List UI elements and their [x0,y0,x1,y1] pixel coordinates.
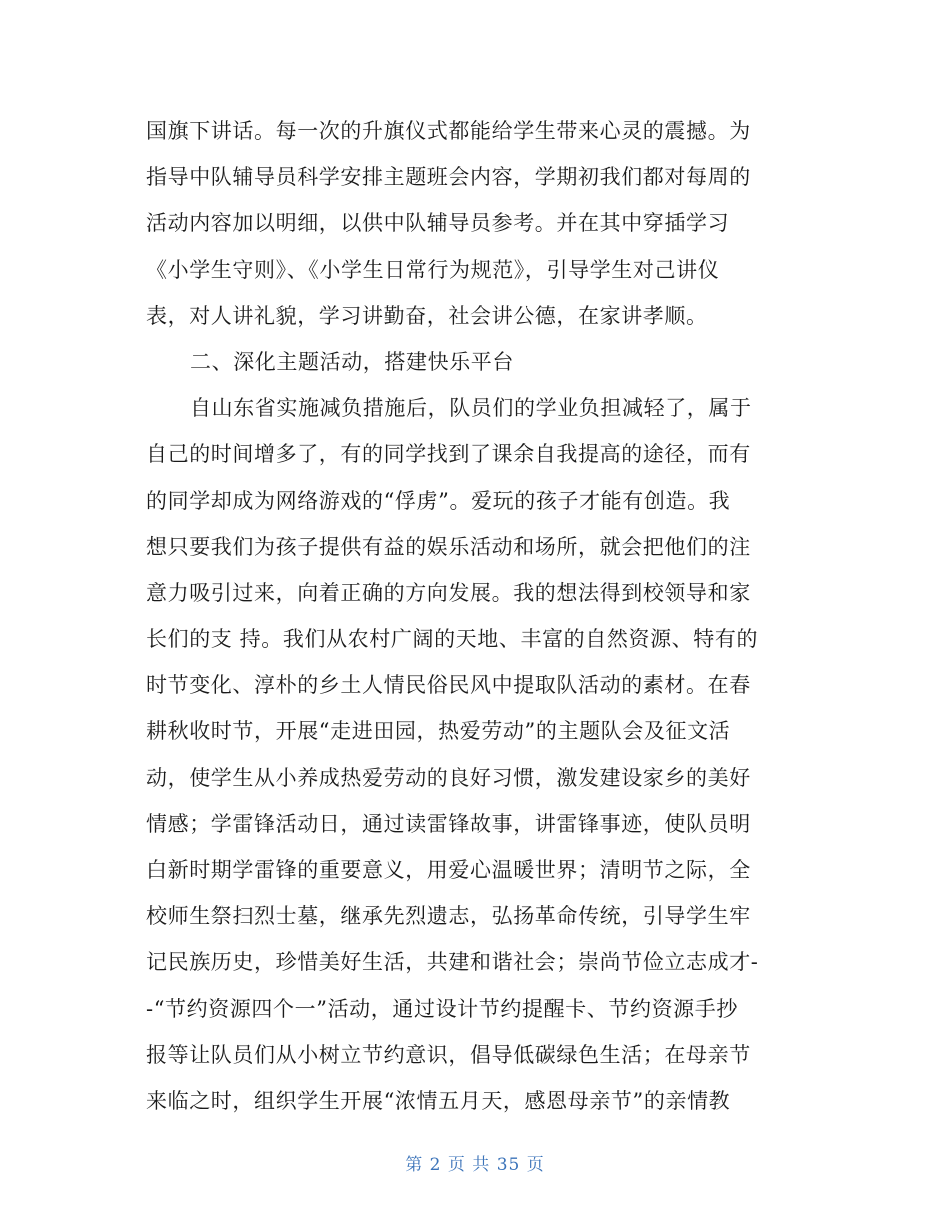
text-line: 想只要我们为孩子提供有益的娱乐活动和场所，就会把他们的注 [146,534,751,559]
text-line: 的同学却成为网络游戏的“俘虏”。爱玩的孩子才能有创造。我 [146,488,731,513]
text-line: 活动内容加以明细，以供中队辅导员参考。并在其中穿插学习 [146,211,730,236]
text-line: 耕秋收时节，开展“走进田园，热爱劳动”的主题队会及征文活 [146,719,731,744]
text-line: 长们的支 持。我们从农村广阔的天地、丰富的自然资源、特有的 [146,627,759,652]
text-line: 指导中队辅导员科学安排主题班会内容，学期初我们都对每周的 [146,165,751,190]
text-line: 记民族历史，珍惜美好生活，共建和谐社会；崇尚节俭立志成才- [146,950,759,975]
page-number-footer: 第 2 页 共 35 页 [405,1155,545,1175]
text-line: 自己的时间增多了，有的同学找到了课余自我提高的途径，而有 [146,442,751,467]
text-line: 国旗下讲话。每一次的升旗仪式都能给学生带来心灵的震撼。为 [146,119,751,143]
body-text [146,108,816,1124]
section-heading: 二、深化主题活动，搭建快乐平台 [190,349,514,374]
text-line: 白新时期学雷锋的重要意义，用爱心温暖世界；清明节之际，全 [146,858,751,882]
text-line: 表，对人讲礼貌，学习讲勤奋，社会讲公德，在家讲孝顺。 [146,303,708,328]
text-line: 《小学生守则》、《小学生日常行为规范》，引导学生对己讲仪 [146,257,720,282]
text-line: 来临之时，组织学生开展“浓情五月天，感恩母亲节”的亲情教 [146,1088,731,1113]
text-line: 情感；学雷锋活动日，通过读雷锋故事，讲雷锋事迹，使队员明 [146,811,751,836]
text-line: 报等让队员们从小树立节约意识，倡导低碳绿色生活；在母亲节 [146,1042,751,1067]
text-line: 时节变化、淳朴的乡土人情民俗民风中提取队活动的素材。在春 [146,673,751,698]
text-line: 校师生祭扫烈士墓，继承先烈遗志，弘扬革命传统，引导学生牢 [146,904,751,929]
text-line: 自山东省实施减负措施后，队员们的学业负担减轻了，属于 [190,396,752,421]
text-line: 动，使学生从小养成热爱劳动的良好习惯，激发建设家乡的美好 [146,765,751,790]
text-line: 意力吸引过来，向着正确的方向发展。我的想法得到校领导和家 [146,580,751,605]
text-line: -“节约资源四个一”活动，通过设计节约提醒卡、节约资源手抄 [146,996,738,1021]
